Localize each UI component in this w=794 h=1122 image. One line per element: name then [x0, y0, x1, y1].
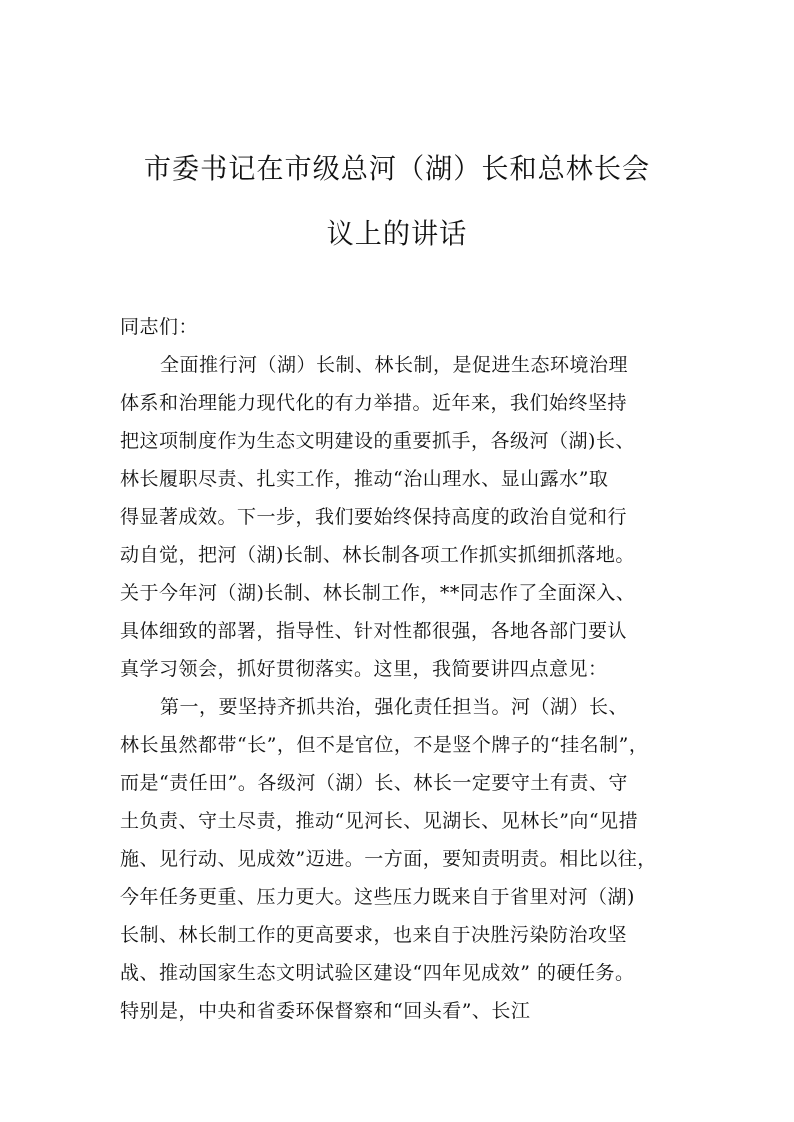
- paragraph-line: 关于今年河（湖)长制、林长制工作，**同志作了全面深入、: [120, 582, 636, 604]
- paragraph-line: 长制、林长制工作的更高要求，也来自于决胜污染防治攻坚: [120, 924, 628, 946]
- document-title-line-2: 议上的讲话: [326, 217, 468, 250]
- paragraph-line: 施、见行动、见成效”迈进。一方面，要知责明责。相比以往，: [120, 848, 657, 870]
- paragraph-line: 动自觉，把河（湖)长制、林长制各项工作抓实抓细抓落地。: [120, 544, 635, 566]
- paragraph-line: 全面推行河（湖）长制、林长制，是促进生态环境治理: [160, 354, 629, 376]
- paragraph-line: 战、推动国家生态文明试验区建设“四年见成效” 的硬任务。: [120, 962, 635, 984]
- paragraph-line: 土负责、守土尽责，推动“见河长、见湖长、见林长”向“见措: [120, 810, 639, 832]
- paragraph-line: 体系和治理能力现代化的有力举措。近年来，我们始终坚持: [120, 392, 628, 414]
- paragraph-line: 把这项制度作为生态文明建设的重要抓手，各级河（湖)长、: [120, 430, 635, 452]
- paragraph-line: 具体细致的部署，指导性、针对性都很强，各地各部门要认: [120, 620, 628, 642]
- paragraph-line: 林长虽然都带“长”，但不是官位，不是竖个牌子的“挂名制”，: [120, 734, 649, 756]
- paragraph-line: 第一，要坚持齐抓共治，强化责任担当。河（湖）长、: [160, 696, 629, 718]
- paragraph-line: 而是“责任田”。各级河（湖）长、林长一定要守土有责、守: [120, 772, 628, 794]
- paragraph-line: 真学习领会，抓好贯彻落实。这里，我简要讲四点意见：: [120, 658, 608, 680]
- document-title-line-1: 市委书记在市级总河（湖）长和总林长会: [143, 152, 651, 185]
- salutation: 同志们：: [120, 316, 199, 338]
- paragraph-line: 得显著成效。下一步，我们要始终保持高度的政治自觉和行: [120, 506, 628, 528]
- paragraph-line: 林长履职尽责、扎实工作，推动“治山理水、显山露水”取: [120, 468, 609, 490]
- paragraph-line: 今年任务更重、压力更大。这些压力既来自于省里对河（湖): [120, 886, 635, 908]
- paragraph-line: 特别是，中央和省委环保督察和“回头看”、长江: [120, 1000, 531, 1022]
